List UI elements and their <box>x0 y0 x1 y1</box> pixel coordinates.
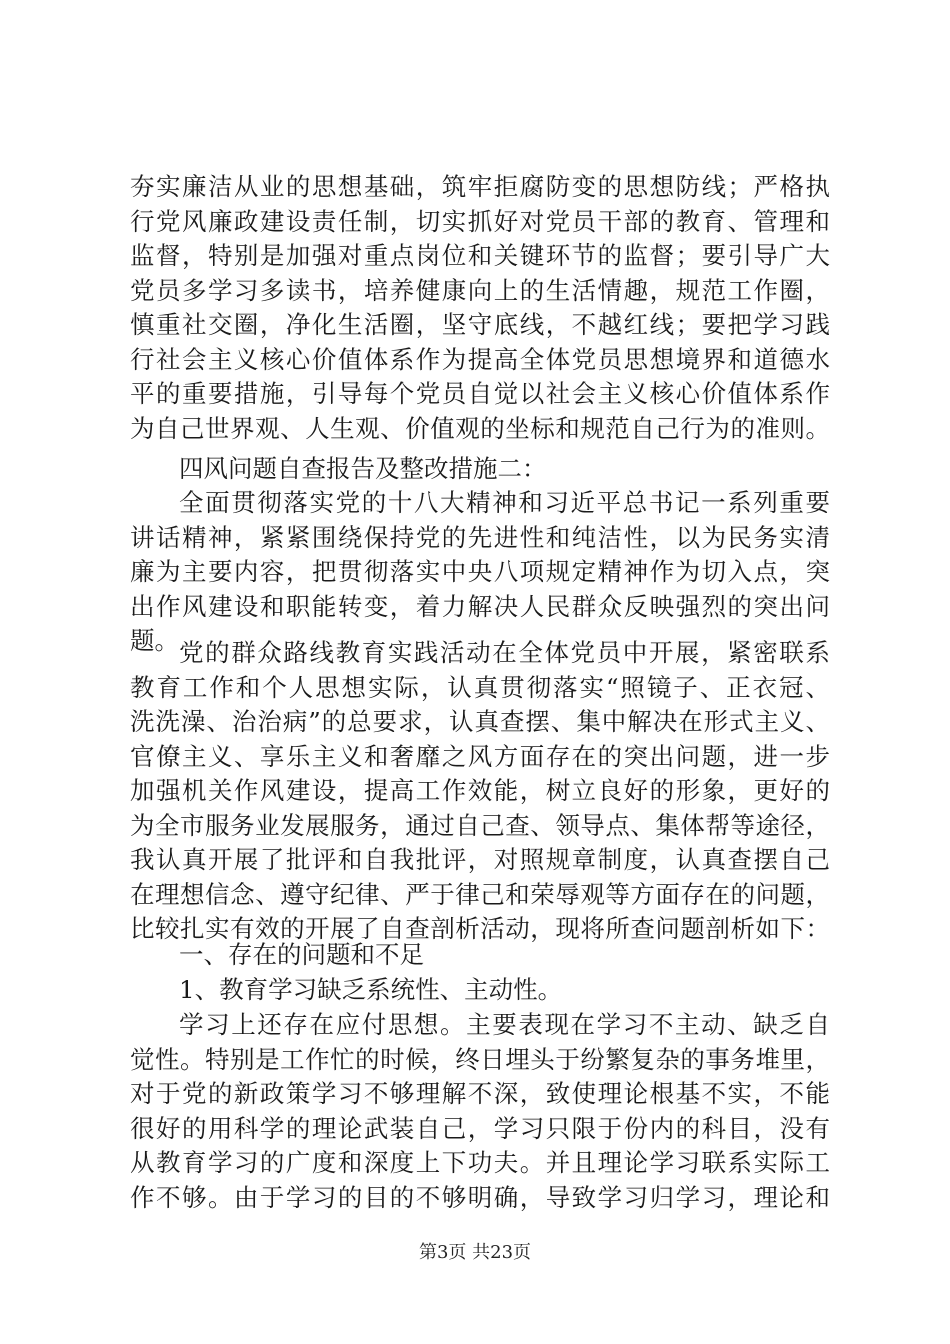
text-line: 夯实廉洁从业的思想基础，筑牢拒腐防变的思想防线；严格执 <box>130 172 830 201</box>
text-line: 觉性。特别是工作忙的时候，终日埋头于纷繁复杂的事务堆里， <box>130 1044 830 1074</box>
paragraph-4 <box>130 1008 830 1215</box>
section-title: 四风问题自查报告及整改措施二： <box>179 454 547 483</box>
text-line: 监督，特别是加强对重点岗位和关键环节的监督；要引导广大 <box>130 241 830 270</box>
text-line: 洗洗澡、治治病”的总要求，认真查摆、集中解决在形式主义、 <box>130 707 830 736</box>
text-line: 行社会主义核心价值体系作为提高全体党员思想境界和道德水 <box>130 344 830 374</box>
text-line: 作不够。由于学习的目的不够明确，导致学习归学习，理论和 <box>130 1182 830 1212</box>
text-line: 官僚主义、享乐主义和奢靡之风方面存在的突出问题，进一步 <box>130 741 830 771</box>
sub-heading: 1、教育学习缺乏系统性、主动性。 <box>179 974 563 1004</box>
paragraph-3 <box>130 636 830 947</box>
text-line: 加强机关作风建设，提高工作效能，树立良好的形象，更好的 <box>130 776 830 805</box>
text-line: 平的重要措施，引导每个党员自觉以社会主义核心价值体系作 <box>130 379 830 408</box>
text-line: 我认真开展了批评和自我批评，对照规章制度，认真查摆自己 <box>130 845 830 874</box>
heading-block <box>130 938 830 1007</box>
text-line: 党的群众路线教育实践活动在全体党员中开展，紧密联系 <box>179 638 830 667</box>
text-line: 慎重社交圈，净化生活圈，坚守底线，不越红线；要把学习践 <box>130 310 830 339</box>
page-number-footer: 第3页 共23页 <box>418 1242 532 1263</box>
text-line: 全面贯彻落实党的十八大精神和习近平总书记一系列重要 <box>179 488 830 517</box>
text-line: 很好的用科学的理论武装自己，学习只限于份内的科目，没有 <box>130 1113 830 1143</box>
text-line: 教育工作和个人思想实际，认真贯彻落实“照镜子、正衣冠、 <box>130 672 830 702</box>
text-line: 为自己世界观、人生观、价值观的坐标和规范自己行为的准则。 <box>130 413 830 443</box>
text-line: 题。 <box>130 626 179 655</box>
text-line: 比较扎实有效的开展了自查剖析活动，现将所查问题剖析如下： <box>130 914 830 943</box>
text-line: 对于党的新政策学习不够理解不深，致使理论根基不实，不能 <box>130 1079 830 1108</box>
text-line: 讲话精神，紧紧围绕保持党的先进性和纯洁性，以为民务实清 <box>130 522 830 552</box>
paragraph-1 <box>130 170 830 446</box>
text-line: 为全市服务业发展服务，通过自己查、领导点、集体帮等途径， <box>130 810 830 840</box>
text-line: 廉为主要内容，把贯彻落实中央八项规定精神作为切入点，突 <box>130 557 830 586</box>
section-title-block <box>130 452 830 487</box>
section-heading: 一、存在的问题和不足 <box>179 940 424 969</box>
text-line: 行党风廉政建设责任制，切实抓好对党员干部的教育、管理和 <box>130 206 830 236</box>
text-line: 在理想信念、遵守纪律、严于律己和荣辱观等方面存在的问题， <box>130 879 830 909</box>
text-line: 出作风建设和职能转变，着力解决人民群众反映强烈的突出问 <box>130 591 830 621</box>
text-line: 从教育学习的广度和深度上下功夫。并且理论学习联系实际工 <box>130 1148 830 1177</box>
text-line: 学习上还存在应付思想。主要表现在学习不主动、缺乏自 <box>179 1010 830 1039</box>
paragraph-2 <box>130 486 830 659</box>
text-line: 党员多学习多读书，培养健康向上的生活情趣，规范工作圈， <box>130 275 830 305</box>
